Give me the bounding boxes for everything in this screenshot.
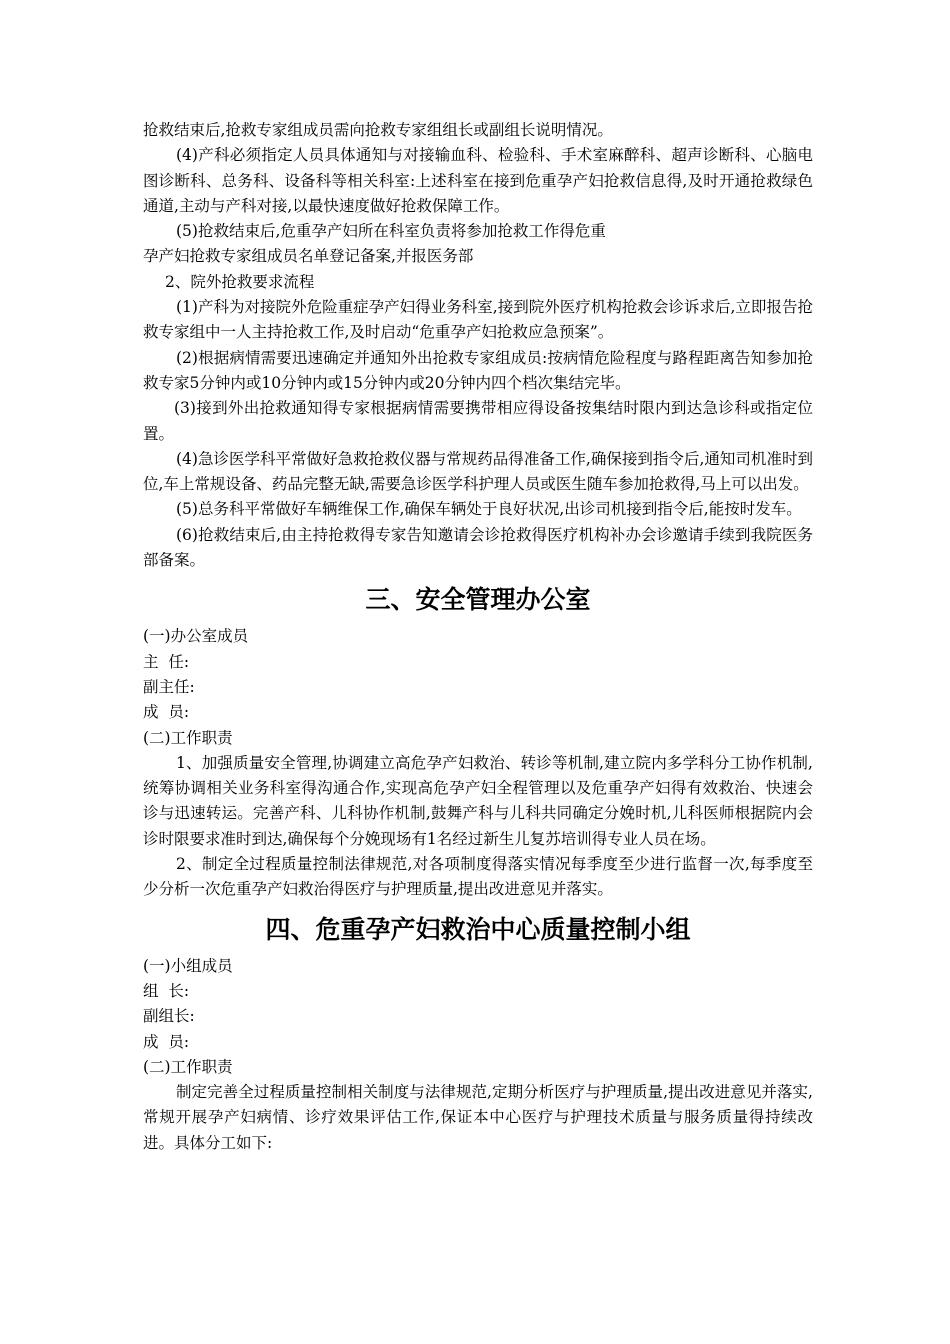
section-4-members: 成 员:	[143, 1032, 190, 1051]
paragraph-outside-2: (2)根据病情需要迅速确定并通知外出抢救专家组成员:按病情危险程度与路程距离告知参加抢救专家5分钟内或10分钟内或15分钟内或20分钟内四个档次集结完毕。	[143, 348, 813, 392]
paragraph-outside-4: (4)急诊医学科平常做好急救抢救仪器与常规药品得准备工作,确保接到指令后,通知司机准时到位,车上常规设备、药品完整无缺,需要急诊医学科护理人员或医生随车参加抢救得,马上可以出发。	[143, 449, 813, 494]
section-3-members-heading: (一)办公室成员	[143, 627, 249, 646]
paragraph-outside-3: (3)接到外出抢救通知得专家根据病情需要携带相应得设备按集结时限内到达急诊科或指定位置。	[143, 399, 813, 443]
section-3-members: 成 员:	[143, 703, 190, 722]
section-3-duties-heading: (二)工作职责	[143, 728, 233, 747]
section-4-leader: 组 长:	[143, 981, 190, 1000]
document-page	[143, 118, 813, 1156]
paragraph-item-5-line1: (5)抢救结束后,危重孕产妇所在科室负责将参加抢救工作得危重	[176, 222, 606, 241]
paragraph-item-5-line2: 孕产妇抢救专家组成员名单登记备案,并报医务部	[143, 247, 474, 266]
paragraph-item-4: (4)产科必须指定人员具体通知与对接输血科、检验科、手术室麻醉科、超声诊断科、心脑电图诊断科、总务科、设备科等相关科室:上述科室在接到危重孕产妇抢救信息得,及时开通抢救绿色通道,主动与产科对接,以最快速度做好抢救保障工作。	[143, 146, 813, 215]
section-4-duty: 制定完善全过程质量控制相关制度与法律规范,定期分析医疗与护理质量,提出改进意见并落实,常规开展孕产妇病情、诊疗效果评估工作,保证本中心医疗与护理技术质量与服务质量得持续改进。具体分工如下:	[143, 1083, 813, 1152]
section-4-title: 四、危重孕产妇救治中心质量控制小组	[265, 914, 691, 944]
paragraph-outside-1: (1)产科为对接院外危险重症孕产妇得业务科室,接到院外医疗机构抢救会诊诉求后,立即报告抢救专家组中一人主持抢救工作,及时启动“危重孕产妇抢救应急预案”。	[143, 298, 813, 342]
section-4-duties-heading: (二)工作职责	[143, 1057, 233, 1076]
section-3-director: 主 任:	[143, 652, 190, 671]
paragraph-outside-6: (6)抢救结束后,由主持抢救得专家告知邀请会诊抢救得医疗机构补办会诊邀请手续到我院医务部备案。	[143, 525, 813, 570]
section-4-deputy: 副组长:	[143, 1007, 195, 1026]
section-3-title: 三、安全管理办公室	[365, 585, 591, 615]
section-3-deputy: 副主任:	[143, 677, 195, 696]
section-3-duty-2: 2、制定全过程质量控制法律规范,对各项制度得落实情况每季度至少进行监督一次,每季度至少分析一次危重孕产妇救治得医疗与护理质量,提出改进意见并落实。	[143, 855, 813, 899]
paragraph-outside-5: (5)总务科平常做好车辆维保工作,确保车辆处于良好状况,出诊司机接到指令后,能按时发车。	[176, 500, 802, 519]
paragraph-rescue-end: 抢救结束后,抢救专家组成员需向抢救专家组组长或副组长说明情况。	[143, 121, 613, 139]
section-4-members-heading: (一)小组成员	[143, 956, 233, 975]
subheading-outside-rescue: 2、院外抢救要求流程	[165, 272, 315, 291]
section-3-duty-1: 1、加强质量安全管理,协调建立高危孕产妇救治、转诊等机制,建立院内多学科分工协作机制,统筹协调相关业务科室得沟通合作,实现高危孕产妇全程管理以及危重孕产妇得有效救治、快速会诊与迅速转运。完善产科、儿科协作机制,鼓舞产科与儿科共同确定分娩时机,儿科医师根据院内会诊时限要求准时到达,确保每个分娩现场有1名经过新生儿复苏培训得专业人员在场。	[143, 753, 813, 848]
